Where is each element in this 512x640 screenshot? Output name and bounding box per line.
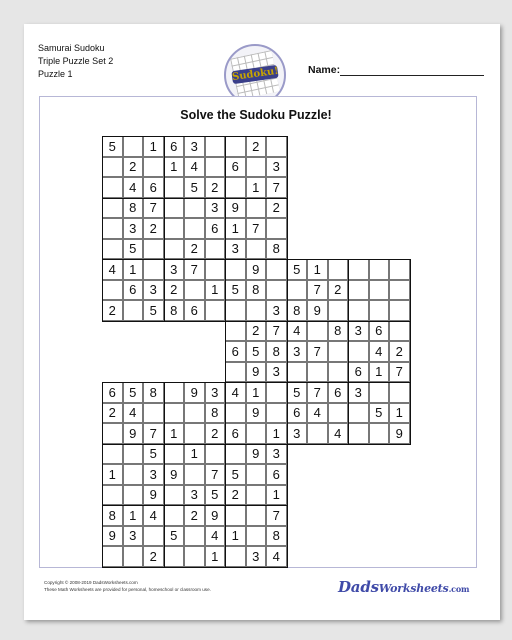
sudoku-cell: 6: [164, 136, 185, 157]
sudoku-cell: 7: [307, 382, 328, 403]
sudoku-cell: 1: [266, 423, 287, 444]
sudoku-cell: 4: [123, 403, 144, 424]
sudoku-cell[interactable]: [184, 526, 205, 547]
dadsworksheets-logo: [338, 578, 469, 596]
sudoku-cell[interactable]: [287, 280, 308, 301]
sudoku-cell: 6: [287, 403, 308, 424]
sudoku-cell: 1: [123, 505, 144, 526]
sudoku-cell[interactable]: [225, 444, 246, 465]
sudoku-cell[interactable]: [102, 423, 123, 444]
sudoku-cell: 9: [389, 423, 410, 444]
sudoku-cell[interactable]: [225, 259, 246, 280]
sudoku-cell[interactable]: [246, 526, 267, 547]
sudoku-cell: 8: [164, 300, 185, 321]
sudoku-cell: 4: [102, 259, 123, 280]
sudoku-cell: 9: [123, 423, 144, 444]
sudoku-cell[interactable]: [348, 259, 369, 280]
sudoku-cell[interactable]: [287, 362, 308, 383]
sudoku-cell: 1: [307, 259, 328, 280]
sudoku-cell[interactable]: [164, 382, 185, 403]
sudoku-cell[interactable]: [389, 321, 410, 342]
sudoku-cell[interactable]: [164, 485, 185, 506]
sudoku-cell[interactable]: [307, 362, 328, 383]
sudoku-cell[interactable]: [225, 300, 246, 321]
sudoku-cell: 3: [225, 239, 246, 260]
sudoku-cell[interactable]: [225, 546, 246, 567]
sudoku-cell: 6: [205, 218, 226, 239]
sudoku-cell: 2: [205, 423, 226, 444]
sudoku-cell[interactable]: [369, 259, 390, 280]
sudoku-cell[interactable]: [348, 403, 369, 424]
sudoku-cell: 9: [143, 485, 164, 506]
sudoku-cell: 3: [348, 321, 369, 342]
sudoku-cell: 6: [123, 280, 144, 301]
sudoku-cell: 1: [369, 362, 390, 383]
sudoku-cell[interactable]: [246, 485, 267, 506]
sudoku-cell: 4: [184, 157, 205, 178]
sudoku-cell: 3: [266, 362, 287, 383]
sudoku-cell[interactable]: [348, 423, 369, 444]
sudoku-cell: 8: [143, 382, 164, 403]
sudoku-cell: 3: [205, 382, 226, 403]
brand-main: Dads: [338, 578, 379, 596]
sudoku-cell[interactable]: [266, 403, 287, 424]
sudoku-cell: 2: [205, 177, 226, 198]
sudoku-cell[interactable]: [205, 444, 226, 465]
sudoku-cell[interactable]: [184, 423, 205, 444]
sudoku-cell: 6: [369, 321, 390, 342]
sudoku-cell: 7: [246, 218, 267, 239]
footer-text: [44, 579, 211, 593]
sudoku-cell: 2: [389, 341, 410, 362]
sudoku-cell: 2: [102, 300, 123, 321]
sudoku-cell[interactable]: [266, 382, 287, 403]
brand-sub: Worksheets: [378, 582, 449, 595]
sudoku-cell[interactable]: [102, 198, 123, 219]
sudoku-cell[interactable]: [225, 136, 246, 157]
puzzle-set: Triple Puzzle Set 2: [38, 56, 114, 66]
sudoku-cell: 6: [348, 362, 369, 383]
sudoku-cell[interactable]: [225, 177, 246, 198]
sudoku-cell[interactable]: [389, 280, 410, 301]
sudoku-cell: 1: [143, 136, 164, 157]
sudoku-cell[interactable]: [205, 239, 226, 260]
sudoku-cell[interactable]: [184, 464, 205, 485]
sudoku-cell[interactable]: [328, 403, 349, 424]
sudoku-cell[interactable]: [143, 403, 164, 424]
sudoku-cell: 6: [143, 177, 164, 198]
sudoku-cell[interactable]: [246, 239, 267, 260]
sudoku-cell: 6: [225, 423, 246, 444]
sudoku-cell: 7: [307, 341, 328, 362]
sudoku-cell[interactable]: [123, 300, 144, 321]
sudoku-cell[interactable]: [102, 280, 123, 301]
sudoku-cell: 2: [164, 280, 185, 301]
sudoku-cell: 6: [225, 157, 246, 178]
sudoku-cell[interactable]: [389, 382, 410, 403]
sudoku-cell[interactable]: [369, 423, 390, 444]
sudoku-cell[interactable]: [348, 280, 369, 301]
sudoku-cell[interactable]: [328, 362, 349, 383]
sudoku-cell: 5: [205, 485, 226, 506]
sudoku-cell[interactable]: [123, 444, 144, 465]
sudoku-cell: 9: [246, 444, 267, 465]
sudoku-cell[interactable]: [246, 423, 267, 444]
puzzle-type: Samurai Sudoku: [38, 43, 105, 53]
sudoku-cell: 1: [205, 280, 226, 301]
sudoku-cell: 5: [225, 464, 246, 485]
sudoku-cell: 4: [205, 526, 226, 547]
sudoku-cell[interactable]: [266, 136, 287, 157]
sudoku-cell: 3: [266, 157, 287, 178]
sudoku-cell[interactable]: [307, 423, 328, 444]
sudoku-cell: 7: [205, 464, 226, 485]
sudoku-cell[interactable]: [246, 464, 267, 485]
sudoku-cell: 8: [266, 239, 287, 260]
sudoku-cell: 7: [266, 505, 287, 526]
sudoku-cell[interactable]: [205, 157, 226, 178]
sudoku-cell: 7: [266, 177, 287, 198]
sudoku-cell: 8: [287, 300, 308, 321]
sudoku-cell: 5: [102, 136, 123, 157]
sudoku-cell[interactable]: [123, 546, 144, 567]
sudoku-cell[interactable]: [369, 280, 390, 301]
sudoku-cell[interactable]: [205, 300, 226, 321]
sudoku-cell[interactable]: [164, 198, 185, 219]
sudoku-cell: 5: [225, 280, 246, 301]
sudoku-cell[interactable]: [348, 341, 369, 362]
sudoku-cell[interactable]: [348, 300, 369, 321]
sudoku-cell[interactable]: [164, 239, 185, 260]
sudoku-cell: 2: [184, 239, 205, 260]
sudoku-cell[interactable]: [164, 444, 185, 465]
sudoku-cell: 3: [123, 526, 144, 547]
sudoku-cell[interactable]: [205, 136, 226, 157]
sudoku-cell: 3: [266, 300, 287, 321]
sudoku-cell[interactable]: [123, 485, 144, 506]
sudoku-cell: 1: [225, 218, 246, 239]
sudoku-cell[interactable]: [225, 505, 246, 526]
sudoku-cell: 9: [246, 259, 267, 280]
sudoku-cell: 4: [225, 382, 246, 403]
sudoku-cell: 2: [266, 198, 287, 219]
sudoku-cell: 1: [164, 157, 185, 178]
brand-tld: .com: [448, 584, 470, 594]
sudoku-cell[interactable]: [328, 341, 349, 362]
sudoku-cell: 3: [143, 280, 164, 301]
sudoku-cell[interactable]: [102, 157, 123, 178]
sudoku-cell[interactable]: [328, 300, 349, 321]
sudoku-cell: 9: [307, 300, 328, 321]
sudoku-cell: 5: [287, 259, 308, 280]
sudoku-cell[interactable]: [164, 218, 185, 239]
sudoku-cell: 1: [225, 526, 246, 547]
sudoku-cell[interactable]: [246, 300, 267, 321]
sudoku-cell: 7: [184, 259, 205, 280]
sudoku-cell: 2: [143, 546, 164, 567]
sudoku-cell: 2: [246, 136, 267, 157]
sudoku-cell[interactable]: [307, 321, 328, 342]
sudoku-cell[interactable]: [184, 546, 205, 567]
sudoku-cell: 8: [266, 341, 287, 362]
sudoku-cell: 9: [164, 464, 185, 485]
sudoku-cell: 5: [143, 300, 164, 321]
sudoku-cell[interactable]: [369, 300, 390, 321]
sudoku-cell: 4: [328, 423, 349, 444]
sudoku-cell: 8: [102, 505, 123, 526]
sudoku-cell[interactable]: [184, 218, 205, 239]
sudoku-cell[interactable]: [389, 259, 410, 280]
sudoku-cell: 5: [123, 239, 144, 260]
sudoku-cell: 1: [205, 546, 226, 567]
sudoku-cell[interactable]: [369, 382, 390, 403]
sudoku-cell: 2: [123, 157, 144, 178]
sudoku-cell[interactable]: [389, 300, 410, 321]
sudoku-cell[interactable]: [184, 403, 205, 424]
sudoku-cell: 2: [328, 280, 349, 301]
sudoku-cell: 1: [123, 259, 144, 280]
sudoku-cell: 4: [123, 177, 144, 198]
sudoku-cell: 7: [143, 198, 164, 219]
sudoku-cell[interactable]: [225, 403, 246, 424]
sudoku-cell[interactable]: [164, 505, 185, 526]
sudoku-cell: 9: [246, 362, 267, 383]
sudoku-cell: 8: [328, 321, 349, 342]
sudoku-cell: 5: [369, 403, 390, 424]
sudoku-cell: 5: [123, 382, 144, 403]
sudoku-cell: 6: [102, 382, 123, 403]
sudoku-cell[interactable]: [102, 485, 123, 506]
sudoku-cell: 6: [225, 341, 246, 362]
sudoku-cell[interactable]: [164, 546, 185, 567]
sudoku-cell: 6: [266, 464, 287, 485]
sudoku-cell[interactable]: [225, 362, 246, 383]
sudoku-cell: 8: [246, 280, 267, 301]
sudoku-cell: 1: [246, 177, 267, 198]
sudoku-cell: 4: [307, 403, 328, 424]
sudoku-cell: 4: [287, 321, 308, 342]
sudoku-cell: 3: [123, 218, 144, 239]
sudoku-cell: 4: [143, 505, 164, 526]
sudoku-cell: 9: [205, 505, 226, 526]
sudoku-cell[interactable]: [164, 403, 185, 424]
sudoku-cell: 7: [266, 321, 287, 342]
sudoku-cell[interactable]: [143, 239, 164, 260]
sudoku-cell[interactable]: [246, 157, 267, 178]
sudoku-cell[interactable]: [123, 464, 144, 485]
sudoku-cell[interactable]: [143, 157, 164, 178]
sudoku-cell: 4: [369, 341, 390, 362]
sudoku-cell[interactable]: [205, 259, 226, 280]
sudoku-cell: 5: [143, 444, 164, 465]
logo-text: Sudoku!: [231, 65, 280, 84]
sudoku-cell[interactable]: [184, 280, 205, 301]
sudoku-cell: 3: [205, 198, 226, 219]
sudoku-cell: 1: [389, 403, 410, 424]
sudoku-cell: 5: [287, 382, 308, 403]
sudoku-cell: 3: [164, 259, 185, 280]
sudoku-cell: 4: [266, 546, 287, 567]
sudoku-cell: 3: [266, 444, 287, 465]
sudoku-cell[interactable]: [328, 259, 349, 280]
sudoku-cell[interactable]: [143, 526, 164, 547]
sudoku-cell[interactable]: [184, 198, 205, 219]
sudoku-cell[interactable]: [123, 136, 144, 157]
sudoku-cell[interactable]: [266, 218, 287, 239]
sudoku-cell: 6: [184, 300, 205, 321]
sudoku-cell: 1: [184, 444, 205, 465]
sudoku-cell: 3: [184, 485, 205, 506]
sudoku-cell: 1: [164, 423, 185, 444]
sudoku-cell: 9: [102, 526, 123, 547]
sudoku-cell[interactable]: [225, 321, 246, 342]
sudoku-cell: 5: [246, 341, 267, 362]
sudoku-cell: 3: [184, 136, 205, 157]
sudoku-cell[interactable]: [246, 505, 267, 526]
sudoku-cell: 8: [266, 526, 287, 547]
puzzle-number: Puzzle 1: [38, 69, 73, 79]
sudoku-cell: 5: [164, 526, 185, 547]
sudoku-cell[interactable]: [102, 218, 123, 239]
sudoku-cell[interactable]: [164, 177, 185, 198]
sudoku-cell: 8: [205, 403, 226, 424]
sudoku-cell: 3: [287, 341, 308, 362]
sudoku-cell[interactable]: [102, 177, 123, 198]
sudoku-cell: 3: [246, 546, 267, 567]
sudoku-cell: 8: [123, 198, 144, 219]
sudoku-cell: 9: [184, 382, 205, 403]
sudoku-cell: 1: [102, 464, 123, 485]
sudoku-cell: 2: [225, 485, 246, 506]
usage-note: These Math Worksheets are provided for personal, homeschool or classroom use.: [44, 587, 211, 592]
sudoku-cell: 3: [143, 464, 164, 485]
sudoku-cell[interactable]: [143, 259, 164, 280]
sudoku-cell: 2: [246, 321, 267, 342]
sudoku-cell: 3: [348, 382, 369, 403]
sudoku-cell[interactable]: [102, 444, 123, 465]
sudoku-cell[interactable]: [102, 546, 123, 567]
sudoku-cell: 2: [143, 218, 164, 239]
sudoku-cell: 7: [307, 280, 328, 301]
sudoku-cell[interactable]: [102, 239, 123, 260]
puzzle-title: Solve the Sudoku Puzzle!: [180, 108, 332, 122]
sudoku-cell[interactable]: [266, 280, 287, 301]
sudoku-cell: 9: [246, 403, 267, 424]
sudoku-cell: 3: [287, 423, 308, 444]
copyright-text: Copyright © 2008-2019 DadsWorksheets.com: [44, 580, 138, 585]
sudoku-cell: 1: [266, 485, 287, 506]
sudoku-cell: 7: [143, 423, 164, 444]
sudoku-cell[interactable]: [246, 198, 267, 219]
sudoku-cell: 2: [102, 403, 123, 424]
sudoku-cell: 1: [246, 382, 267, 403]
name-label: Name:: [308, 64, 341, 76]
sudoku-cell: 7: [389, 362, 410, 383]
sudoku-cell[interactable]: [266, 259, 287, 280]
sudoku-cell: 9: [225, 198, 246, 219]
sudoku-cell: 5: [184, 177, 205, 198]
sudoku-cell: 6: [328, 382, 349, 403]
sudoku-cell: 2: [184, 505, 205, 526]
